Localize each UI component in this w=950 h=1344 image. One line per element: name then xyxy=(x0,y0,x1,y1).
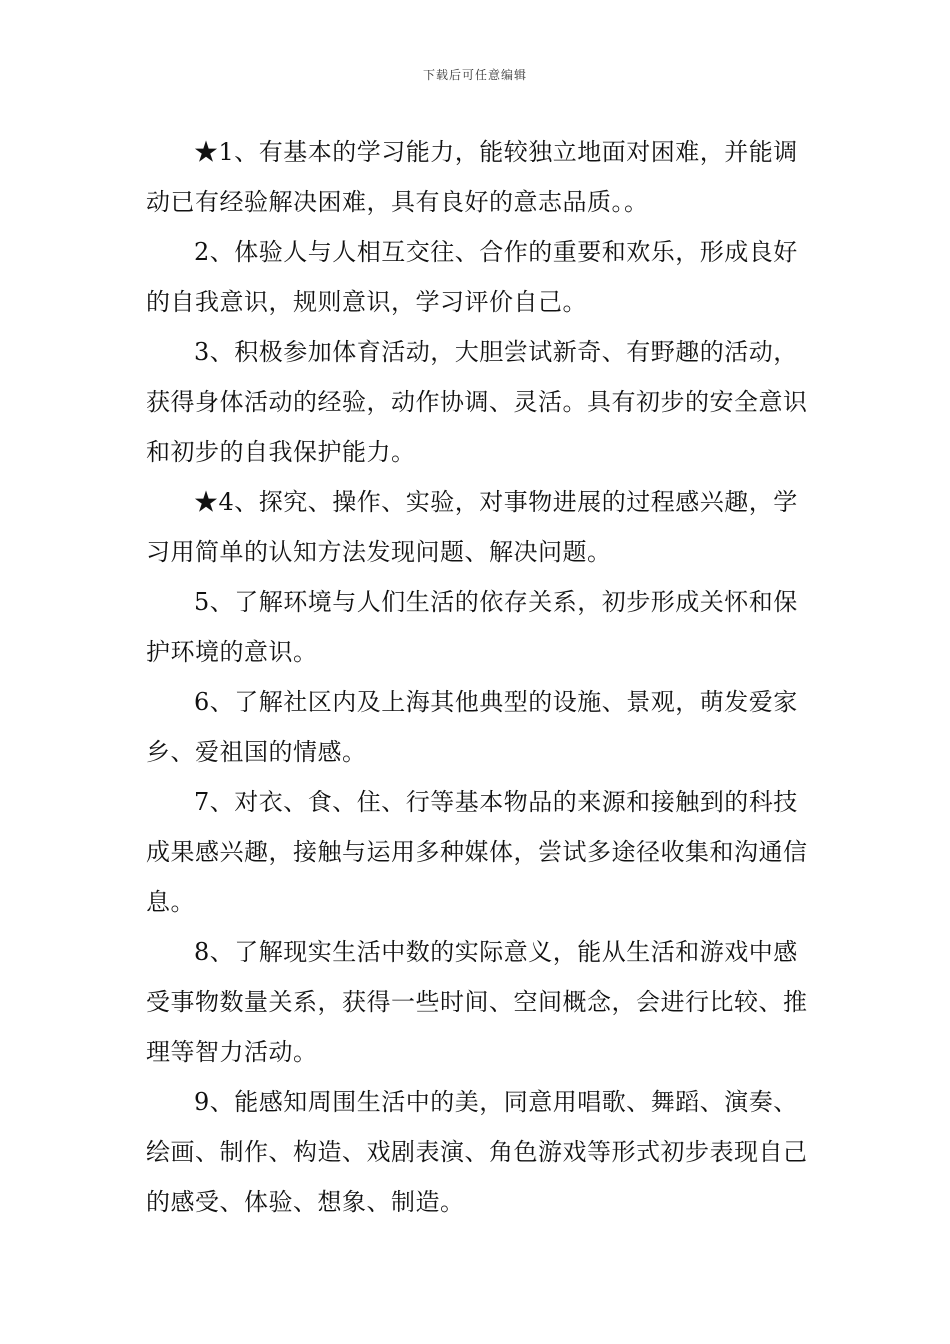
goal-paragraph-9: 9、能感知周围生活中的美，同意用唱歌、舞蹈、演奏、绘画、制作、构造、戏剧表演、角色游戏等形式初步表现自己的感受、体验、想象、制造。 xyxy=(146,1088,808,1216)
header-note: 下载后可任意编辑 xyxy=(422,68,527,82)
goal-paragraph-6: 6、了解社区内及上海其他典型的设施、景观，萌发爱家乡、爱祖国的情感。 xyxy=(146,688,798,766)
goal-paragraph-5: 5、了解环境与人们生活的依存关系，初步形成关怀和保护环境的意识。 xyxy=(146,588,798,666)
document-body xyxy=(146,127,818,1227)
goal-paragraph-3: 3、积极参加体育活动，大胆尝试新奇、有野趣的活动，获得身体活动的经验，动作协调、灵活。具有初步的安全意识和初步的自我保护能力。 xyxy=(146,338,808,466)
goal-paragraph-4: ★4、探究、操作、实验，对事物进展的过程感兴趣，学习用简单的认知方法发现问题、解决问题。 xyxy=(146,488,798,566)
goal-paragraph-1: ★1、有基本的学习能力，能较独立地面对困难，并能调动已有经验解决困难，具有良好的意志品质。。 xyxy=(146,138,798,216)
goal-paragraph-7: 7、对衣、食、住、行等基本物品的来源和接触到的科技成果感兴趣，接触与运用多种媒体，尝试多途径收集和沟通信息。 xyxy=(146,788,808,916)
goal-paragraph-2: 2、体验人与人相互交往、合作的重要和欢乐，形成良好的自我意识，规则意识，学习评价自己。 xyxy=(146,238,798,316)
goal-paragraph-8: 8、了解现实生活中数的实际意义，能从生活和游戏中感受事物数量关系，获得一些时间、空间概念，会进行比较、推理等智力活动。 xyxy=(146,938,808,1066)
